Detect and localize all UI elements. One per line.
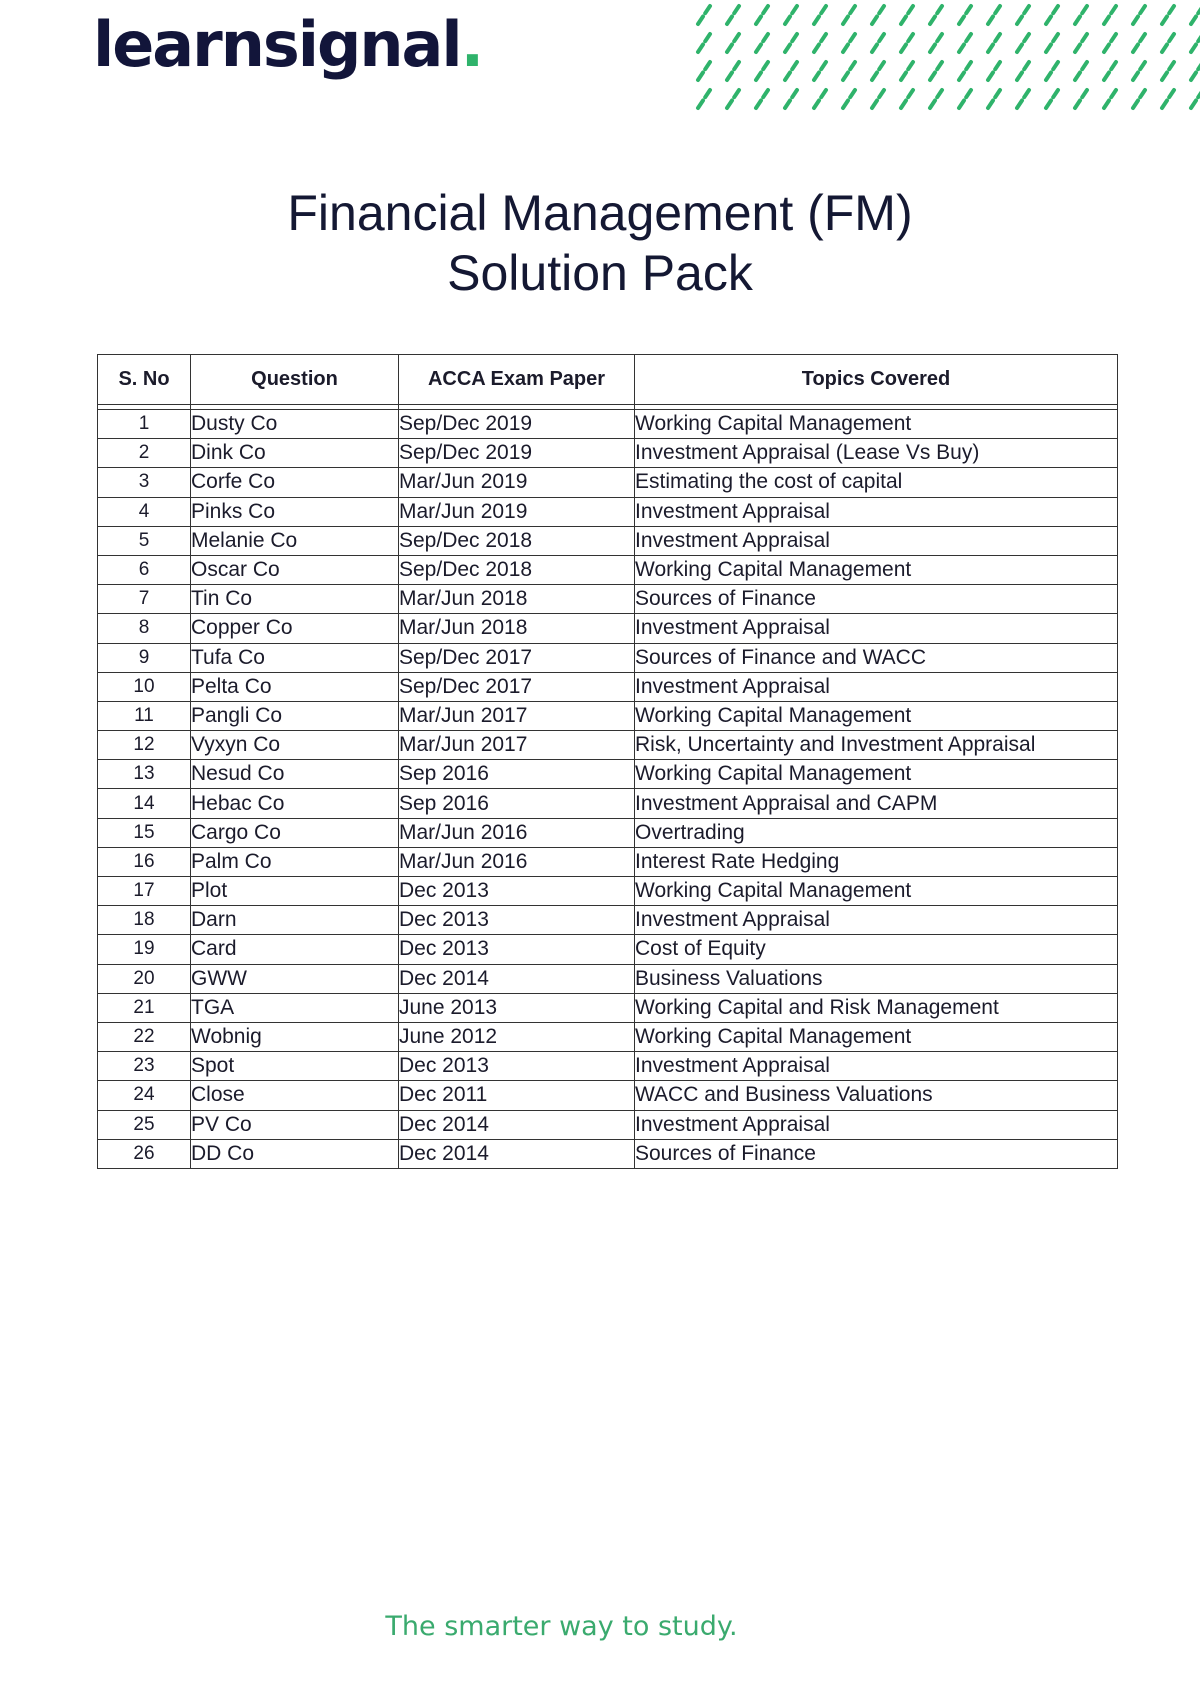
pattern-slash — [1017, 62, 1029, 80]
cell-topics: Investment Appraisal — [635, 1052, 1118, 1081]
pattern-slash — [872, 34, 884, 52]
cell-question: GWW — [191, 964, 399, 993]
pattern-slash — [988, 62, 1000, 80]
pattern-slash — [1046, 62, 1058, 80]
cell-topics: Working Capital Management — [635, 701, 1118, 730]
cell-question: Melanie Co — [191, 526, 399, 555]
cell-exam-paper: Dec 2014 — [399, 1139, 635, 1168]
cell-topics: Investment Appraisal — [635, 906, 1118, 935]
cell-serial-no: 20 — [98, 964, 191, 993]
cell-question: Close — [191, 1081, 399, 1110]
cell-exam-paper: Mar/Jun 2016 — [399, 818, 635, 847]
cell-serial-no: 12 — [98, 731, 191, 760]
cell-serial-no: 25 — [98, 1110, 191, 1139]
table-row — [98, 439, 1118, 468]
pattern-slash — [988, 34, 1000, 52]
pattern-slash — [959, 90, 971, 108]
pattern-slash — [901, 90, 913, 108]
table-row — [98, 1110, 1118, 1139]
cell-serial-no: 16 — [98, 847, 191, 876]
cell-topics: Cost of Equity — [635, 935, 1118, 964]
pattern-slash — [698, 62, 710, 80]
cell-topics: Investment Appraisal — [635, 614, 1118, 643]
cell-question: Tin Co — [191, 585, 399, 614]
cell-question: Dink Co — [191, 439, 399, 468]
table-row — [98, 701, 1118, 730]
cell-question: Pinks Co — [191, 497, 399, 526]
title-line-1: Financial Management (FM) — [287, 185, 913, 241]
cell-question: Pelta Co — [191, 672, 399, 701]
pattern-slash — [814, 6, 826, 24]
cell-question: Dusty Co — [191, 410, 399, 439]
table-row — [98, 526, 1118, 555]
cell-exam-paper: Mar/Jun 2019 — [399, 497, 635, 526]
cell-exam-paper: Mar/Jun 2018 — [399, 585, 635, 614]
pattern-slash — [1191, 62, 1200, 80]
pattern-slash — [814, 62, 826, 80]
cell-topics: WACC and Business Valuations — [635, 1081, 1118, 1110]
cell-topics: Working Capital Management — [635, 877, 1118, 906]
cell-exam-paper: Dec 2013 — [399, 1052, 635, 1081]
table-row — [98, 847, 1118, 876]
cell-exam-paper: Mar/Jun 2019 — [399, 468, 635, 497]
pattern-slash — [901, 34, 913, 52]
cell-topics: Sources of Finance — [635, 585, 1118, 614]
cell-question: Palm Co — [191, 847, 399, 876]
pattern-slash — [843, 6, 855, 24]
cell-topics: Sources of Finance — [635, 1139, 1118, 1168]
cell-serial-no: 10 — [98, 672, 191, 701]
cell-serial-no: 11 — [98, 701, 191, 730]
pattern-slash — [756, 90, 768, 108]
cell-question: Wobnig — [191, 1022, 399, 1051]
table-row — [98, 614, 1118, 643]
pattern-slash — [901, 6, 913, 24]
pattern-slash — [1075, 6, 1087, 24]
pattern-slash — [1133, 62, 1145, 80]
table-row — [98, 906, 1118, 935]
cell-topics: Sources of Finance and WACC — [635, 643, 1118, 672]
table-row — [98, 1139, 1118, 1168]
pattern-slash — [727, 6, 739, 24]
cell-question: Cargo Co — [191, 818, 399, 847]
cell-serial-no: 4 — [98, 497, 191, 526]
cell-serial-no: 8 — [98, 614, 191, 643]
cell-question: Nesud Co — [191, 760, 399, 789]
pattern-slash — [785, 34, 797, 52]
cell-serial-no: 19 — [98, 935, 191, 964]
table-row — [98, 497, 1118, 526]
pattern-slash — [1017, 6, 1029, 24]
pattern-slash — [785, 90, 797, 108]
logo-dot: . — [460, 8, 483, 81]
pattern-slash — [727, 62, 739, 80]
cell-question: PV Co — [191, 1110, 399, 1139]
cell-question: Hebac Co — [191, 789, 399, 818]
pattern-slash — [1046, 90, 1058, 108]
cell-question: Tufa Co — [191, 643, 399, 672]
pattern-slash — [872, 90, 884, 108]
pattern-slash — [1075, 34, 1087, 52]
cell-question: Darn — [191, 906, 399, 935]
pattern-slash — [1191, 90, 1200, 108]
pattern-slash — [814, 90, 826, 108]
pattern-slash — [930, 34, 942, 52]
table-row — [98, 935, 1118, 964]
logo-wordmark: learnsignal — [93, 8, 461, 81]
title-line-2: Solution Pack — [447, 245, 753, 301]
cell-question: Corfe Co — [191, 468, 399, 497]
cell-question: Card — [191, 935, 399, 964]
cell-topics: Working Capital Management — [635, 1022, 1118, 1051]
pattern-slash — [1191, 6, 1200, 24]
cell-serial-no: 24 — [98, 1081, 191, 1110]
cell-serial-no: 26 — [98, 1139, 191, 1168]
cell-exam-paper: Sep/Dec 2019 — [399, 410, 635, 439]
cell-topics: Working Capital Management — [635, 555, 1118, 584]
cell-topics: Investment Appraisal and CAPM — [635, 789, 1118, 818]
pattern-slash — [1046, 34, 1058, 52]
cell-topics: Investment Appraisal — [635, 497, 1118, 526]
cell-serial-no: 5 — [98, 526, 191, 555]
pattern-slash — [756, 6, 768, 24]
pattern-slash — [959, 34, 971, 52]
table-row — [98, 643, 1118, 672]
pattern-slash — [727, 34, 739, 52]
pattern-slash — [959, 62, 971, 80]
pattern-slash — [1191, 34, 1200, 52]
table-body — [98, 410, 1118, 1169]
pattern-slash — [988, 90, 1000, 108]
cell-exam-paper: Dec 2013 — [399, 935, 635, 964]
pattern-slash — [785, 62, 797, 80]
cell-serial-no: 7 — [98, 585, 191, 614]
cell-exam-paper: June 2012 — [399, 1022, 635, 1051]
cell-exam-paper: Mar/Jun 2018 — [399, 614, 635, 643]
table-row — [98, 585, 1118, 614]
table-row — [98, 1081, 1118, 1110]
cell-question: Vyxyn Co — [191, 731, 399, 760]
cell-exam-paper: Sep 2016 — [399, 789, 635, 818]
pattern-slash — [1104, 34, 1116, 52]
pattern-slash — [1133, 90, 1145, 108]
pattern-slash — [843, 34, 855, 52]
pattern-slash — [1017, 90, 1029, 108]
cell-topics: Investment Appraisal — [635, 1110, 1118, 1139]
cell-question: DD Co — [191, 1139, 399, 1168]
pattern-slash — [698, 34, 710, 52]
pattern-slash — [785, 6, 797, 24]
cell-serial-no: 9 — [98, 643, 191, 672]
table-row — [98, 555, 1118, 584]
cell-question: Copper Co — [191, 614, 399, 643]
pattern-slash — [988, 6, 1000, 24]
pattern-slash — [1133, 34, 1145, 52]
pattern-slash — [1133, 6, 1145, 24]
cell-serial-no: 14 — [98, 789, 191, 818]
document-title — [0, 183, 1200, 303]
cell-exam-paper: Mar/Jun 2017 — [399, 701, 635, 730]
cell-exam-paper: June 2013 — [399, 993, 635, 1022]
pattern-slash — [756, 62, 768, 80]
pattern-slash — [1162, 6, 1174, 24]
cell-serial-no: 21 — [98, 993, 191, 1022]
pattern-slash — [1104, 6, 1116, 24]
pattern-slash — [727, 90, 739, 108]
cell-question: Pangli Co — [191, 701, 399, 730]
pattern-slash — [1104, 90, 1116, 108]
pattern-slash — [698, 90, 710, 108]
learnsignal-logo — [93, 8, 483, 81]
cell-topics: Working Capital Management — [635, 760, 1118, 789]
cell-topics: Investment Appraisal (Lease Vs Buy) — [635, 439, 1118, 468]
cell-serial-no: 22 — [98, 1022, 191, 1051]
cell-serial-no: 1 — [98, 410, 191, 439]
cell-topics: Working Capital Management — [635, 410, 1118, 439]
pattern-slash — [959, 6, 971, 24]
cell-exam-paper: Mar/Jun 2017 — [399, 731, 635, 760]
pattern-slash — [1075, 90, 1087, 108]
table-row — [98, 760, 1118, 789]
pattern-slash — [814, 34, 826, 52]
tagline: The smarter way to study. — [385, 1611, 738, 1642]
table-row — [98, 964, 1118, 993]
table-row — [98, 731, 1118, 760]
pattern-slash — [930, 62, 942, 80]
table-header-row — [98, 355, 1118, 405]
cell-topics: Estimating the cost of capital — [635, 468, 1118, 497]
cell-serial-no: 2 — [98, 439, 191, 468]
pattern-slash — [930, 6, 942, 24]
header-serial-no: S. No — [98, 355, 191, 405]
pattern-slash — [1162, 90, 1174, 108]
pattern-slash — [756, 34, 768, 52]
cell-topics: Investment Appraisal — [635, 526, 1118, 555]
pattern-slash — [1162, 34, 1174, 52]
cell-serial-no: 13 — [98, 760, 191, 789]
cell-exam-paper: Sep/Dec 2017 — [399, 643, 635, 672]
pattern-slash — [843, 90, 855, 108]
pattern-slash — [1046, 6, 1058, 24]
cell-topics: Interest Rate Hedging — [635, 847, 1118, 876]
cell-exam-paper: Dec 2013 — [399, 877, 635, 906]
cell-serial-no: 23 — [98, 1052, 191, 1081]
cell-exam-paper: Sep/Dec 2018 — [399, 555, 635, 584]
table-row — [98, 410, 1118, 439]
cell-exam-paper: Dec 2014 — [399, 964, 635, 993]
pattern-slash — [930, 90, 942, 108]
cell-topics: Risk, Uncertainty and Investment Appraisal — [635, 731, 1118, 760]
table-row — [98, 877, 1118, 906]
table-row — [98, 1022, 1118, 1051]
cell-question: Oscar Co — [191, 555, 399, 584]
cell-exam-paper: Mar/Jun 2016 — [399, 847, 635, 876]
cell-exam-paper: Dec 2011 — [399, 1081, 635, 1110]
pattern-slash — [1162, 62, 1174, 80]
header-question: Question — [191, 355, 399, 405]
table-row — [98, 993, 1118, 1022]
table-row — [98, 789, 1118, 818]
decorative-slash-pattern — [690, 0, 1200, 118]
cell-serial-no: 15 — [98, 818, 191, 847]
table-row — [98, 468, 1118, 497]
table-row — [98, 818, 1118, 847]
pattern-slash — [872, 62, 884, 80]
pattern-slash — [1075, 62, 1087, 80]
cell-question: TGA — [191, 993, 399, 1022]
cell-topics: Investment Appraisal — [635, 672, 1118, 701]
pattern-slash — [698, 6, 710, 24]
pattern-slash — [901, 62, 913, 80]
header-exam-paper: ACCA Exam Paper — [399, 355, 635, 405]
solution-pack-table — [97, 354, 1118, 1169]
cell-exam-paper: Sep/Dec 2018 — [399, 526, 635, 555]
cell-topics: Working Capital and Risk Management — [635, 993, 1118, 1022]
cell-topics: Business Valuations — [635, 964, 1118, 993]
cell-serial-no: 3 — [98, 468, 191, 497]
cell-question: Spot — [191, 1052, 399, 1081]
table-row — [98, 1052, 1118, 1081]
pattern-slash — [843, 62, 855, 80]
cell-exam-paper: Dec 2014 — [399, 1110, 635, 1139]
cell-serial-no: 6 — [98, 555, 191, 584]
pattern-slash — [872, 6, 884, 24]
cell-serial-no: 18 — [98, 906, 191, 935]
cell-serial-no: 17 — [98, 877, 191, 906]
cell-exam-paper: Sep/Dec 2017 — [399, 672, 635, 701]
cell-exam-paper: Sep 2016 — [399, 760, 635, 789]
cell-topics: Overtrading — [635, 818, 1118, 847]
pattern-slash — [1104, 62, 1116, 80]
pattern-slash — [1017, 34, 1029, 52]
header-topics-covered: Topics Covered — [635, 355, 1118, 405]
cell-exam-paper: Dec 2013 — [399, 906, 635, 935]
cell-exam-paper: Sep/Dec 2019 — [399, 439, 635, 468]
cell-question: Plot — [191, 877, 399, 906]
table-row — [98, 672, 1118, 701]
